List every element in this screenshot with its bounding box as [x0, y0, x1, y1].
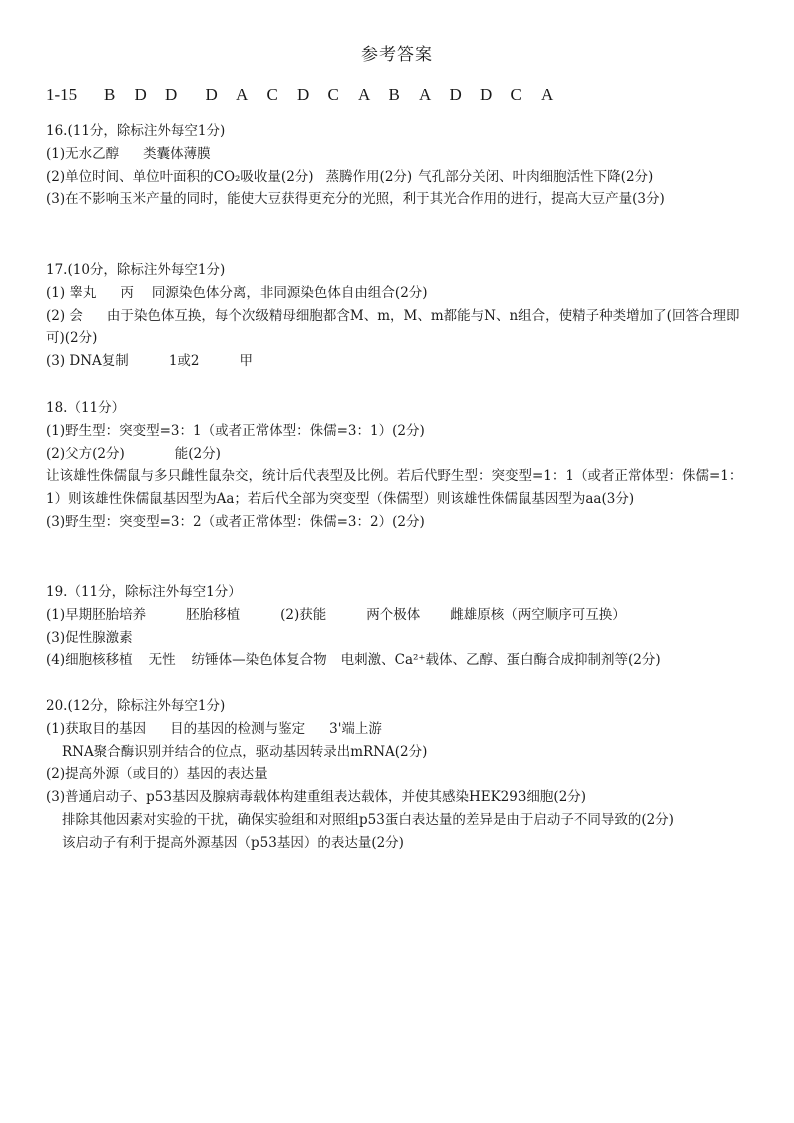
mc-answer: A [236, 85, 249, 104]
q20-answer-3-cont: 排除其他因素对实验的干扰，确保实验组和对照组p53蛋白表达量的差异是由于启动子不同导致的(2分) [62, 811, 674, 828]
q16-answer-1 [46, 143, 756, 166]
q19-1a: (1)早期胚胎培养 [46, 606, 147, 623]
mc-answer: B [388, 85, 400, 104]
q19-1e: 雌雄原核（两空顺序可互换） [450, 606, 626, 623]
mc-answer: C [327, 85, 339, 104]
q17-2b: 由于染色体互换，每个次级精母细胞都含M、m，M、m都能与N、n组合，使精子种类增加了(回答合理即可)(2分) [46, 307, 740, 347]
q16-1b: 类囊体薄膜 [143, 145, 211, 162]
q20-answer-2: (2)提高外源（或目的）基因的表达量 [46, 766, 268, 783]
q19-header: 19.（11分，除标注外每空1分） [46, 584, 242, 600]
q20-answer-3-end: 该启动子有利于提高外源基因（p53基因）的表达量(2分) [62, 834, 404, 851]
q19-1d: 两个极体 [366, 606, 421, 623]
q19-1c: (2)获能 [280, 606, 327, 623]
mc-answer: D [205, 85, 218, 104]
q19-answer-1 [46, 604, 756, 627]
q19-1b: 胚胎移植 [186, 606, 241, 623]
q19-3a: (4)细胞核移植 [46, 652, 133, 669]
q16-answer-3: (3)在不影响玉米产量的同时，能使大豆获得更充分的光照，利于其光合作用的进行，提高大豆产量(3分) [46, 191, 665, 208]
q17-1a: (1) 睾丸 [46, 284, 97, 301]
q16-1a: (1)无水乙醇 [46, 145, 120, 162]
mc-range: 1-15 [46, 85, 78, 104]
mc-answer: A [419, 85, 432, 104]
page-title: 参考答案 [361, 45, 433, 65]
q17-1c: 同源染色体分离，非同源染色体自由组合(2分) [151, 284, 428, 301]
q17-answer-2 [46, 305, 756, 351]
question-16 [46, 120, 756, 211]
q17-answer-1 [46, 282, 756, 305]
q16-header: 16.(11分，除标注外每空1分) [46, 123, 226, 139]
q20-header: 20.(12分，除标注外每空1分) [46, 698, 226, 714]
mc-answer: A [358, 85, 371, 104]
q20-1c: 3'端上游 [329, 720, 382, 737]
q17-2a: (2) 会 [46, 307, 83, 324]
q18-header: 18.（11分） [46, 400, 126, 416]
q18-answer-3: 让该雄性侏儒鼠与多只雌性鼠杂交，统计后代表型及比例。若后代野生型：突变型=1：1（或者正常体型：侏儒=1：1）则该雄性侏儒鼠基因型为Aa；若后代全部为突变型（侏儒型）则该雄性侏儒鼠基因型为aa(3分) [46, 468, 743, 508]
q16-2b: 蒸腾作用(2分) [325, 168, 413, 185]
q19-answer-3 [46, 649, 756, 672]
q19-answer-2: (3)促性腺激素 [46, 629, 133, 646]
q16-2a: (2)单位时间、单位叶面积的CO₂吸收量(2分) [46, 168, 314, 185]
q18-answer-1: (1)野生型：突变型=3：1（或者正常体型：侏儒=3：1）(2分) [46, 422, 425, 439]
q16-answer-2 [46, 166, 756, 189]
q19-3b: 无性 [148, 652, 176, 669]
q18-2a: (2)父方(2分) [46, 445, 125, 462]
question-18 [46, 397, 756, 534]
mc-answer: D [297, 85, 310, 104]
q18-2b: 能(2分) [174, 445, 221, 462]
mc-answer: D [165, 85, 178, 104]
q17-answer-3 [46, 350, 756, 373]
q20-1a: (1)获取目的基因 [46, 720, 147, 737]
mc-answer: C [266, 85, 278, 104]
multiple-choice-answers [46, 85, 746, 105]
q20-1b: 目的基因的检测与鉴定 [170, 720, 306, 737]
mc-answer: D [480, 85, 493, 104]
q16-2c: 气孔部分关闭、叶肉细胞活性下降(2分) [418, 168, 654, 185]
q20-answer-3: (3)普通启动子、p53基因及腺病毒载体构建重组表达载体，并使其感染HEK293细胞(2分) [46, 789, 587, 806]
q18-answer-4: (3)野生型：突变型=3：2（或者正常体型：侏儒=3：2）(2分) [46, 513, 425, 530]
q20-answer-1 [46, 718, 756, 741]
q19-3d: 电刺激、Ca²⁺载体、乙醇、蛋白酶合成抑制剂等(2分) [340, 652, 661, 669]
q17-3a: (3) DNA复制 [46, 353, 129, 370]
q20-answer-1-cont: RNA聚合酶识别并结合的位点，驱动基因转录出mRNA(2分) [62, 743, 428, 760]
q17-3b: 1或2 [168, 353, 200, 370]
mc-answer: B [104, 85, 116, 104]
question-19 [46, 581, 756, 672]
question-20 [46, 695, 756, 855]
q17-3c: 甲 [239, 353, 253, 370]
mc-answer: D [449, 85, 462, 104]
mc-answer-list [104, 85, 572, 105]
mc-answer: A [541, 85, 554, 104]
q17-header: 17.(10分，除标注外每空1分) [46, 262, 226, 278]
q19-3c: 纺锤体—染色体复合物 [191, 652, 327, 669]
q17-1b: 丙 [120, 284, 134, 301]
q18-answer-2 [46, 443, 756, 466]
question-17 [46, 259, 756, 373]
mc-answer: C [510, 85, 522, 104]
mc-answer: D [134, 85, 147, 104]
